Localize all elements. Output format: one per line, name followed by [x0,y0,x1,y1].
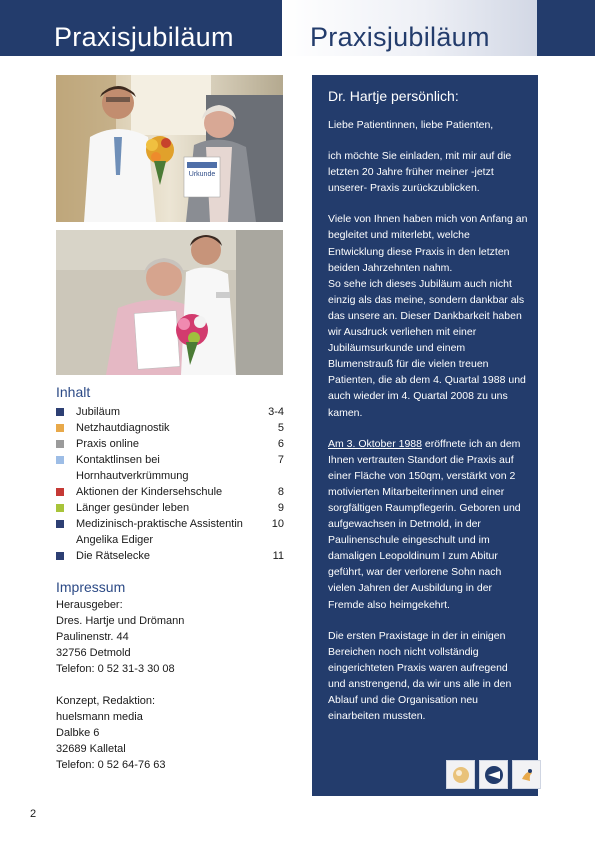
letter-paragraph-4 [328,436,528,613]
impressum-line [56,677,184,693]
toc-item [56,516,284,548]
letter-paragraph-3: So sehe ich dieses Jubiläum auch nicht einzig als das meine, sondern dankbar als das unsere an. Dieser Dankbarkeit haben wir Ausdruck verliehen mit einer Jubiläumsurkunde und einem Blumenstrauß für die vielen treuen Patienten, die ab dem 4. Quartal 1988 und auch wieder im 4. Quartal 2008 zu uns kamen. [328,277,526,419]
toc-color-square [56,488,64,496]
toc-color-square [56,440,64,448]
toc-item-page: 9 [277,502,284,514]
toc-item [56,484,284,500]
impressum-line: Paulinenstr. 44 [56,631,129,643]
eye-logo-icon [479,760,508,789]
photo-certificate-handover [56,75,283,222]
header-right-band [537,0,595,56]
impressum-line: huelsmann media [56,711,143,723]
header-left [0,0,282,56]
toc-item-label: Aktionen der Kindersehschule [76,486,223,498]
letter-paragraph-2: Viele von Ihnen haben mich von Anfang an begleitet und miterlebt, welche Entwicklung diese Praxis in den letzten beiden Jahrzehnten nahm. [328,213,528,274]
hand-logo-icon [512,760,541,789]
toc-item [56,404,284,420]
toc-color-square [56,504,64,512]
toc-item-label: Kontaktlinsen bei Hornhautverkrümmung [76,454,189,482]
logo-row [446,760,541,789]
letter-paragraph-1: ich möchte Sie einladen, mit mir auf die letzten 20 Jahre früher meiner -jetzt unserer- Praxis zurückzublicken. [328,150,512,195]
toc-color-square [56,520,64,528]
toc-item [56,500,284,516]
toc-heading: Inhalt [56,384,91,400]
impressum [56,597,184,773]
toc-item-page: 11 [272,550,284,562]
table-of-contents [56,404,284,564]
header-right [282,0,595,56]
impressum-line: Telefon: 0 52 64-76 63 [56,759,166,771]
globe-logo-icon [446,760,475,789]
toc-item [56,452,284,484]
letter-title: Dr. Hartje persönlich: [328,88,459,104]
letter-box [312,75,538,796]
impressum-line: Konzept, Redaktion: [56,695,156,707]
impressum-heading: Impressum [56,579,126,595]
certificate-text: Urkunde [188,171,216,178]
toc-color-square [56,408,64,416]
header-right-title: Praxisjubiläum [310,22,490,52]
impressum-line: Telefon: 0 52 31-3 30 08 [56,663,175,675]
impressum-line: Dres. Hartje und Drömann [56,615,185,627]
photo-patient-with-flowers [56,230,283,375]
toc-color-square [56,456,64,464]
header-left-title: Praxisjubiläum [54,22,234,52]
impressum-line: Herausgeber: [56,599,123,611]
letter-greeting: Liebe Patientinnen, liebe Patienten, [328,119,494,131]
toc-item-page: 7 [277,454,284,466]
toc-item-label: Die Rätselecke [76,550,150,562]
toc-item-page: 3-4 [268,406,284,418]
toc-item-page: 6 [277,438,284,450]
toc-item [56,548,284,564]
page-number: 2 [30,808,37,820]
toc-item-page: 5 [277,422,284,434]
letter-text [328,117,528,739]
toc-item-label: Netzhautdiagnostik [76,422,170,434]
impressum-line: Dalbke 6 [56,727,100,739]
toc-color-square [56,552,64,560]
impressum-line: 32689 Kalletal [56,743,126,755]
letter-paragraph-4-rest: eröffnete ich an dem Ihnen vertrauten Standort die Praxis auf einer Fläche von 150qm, verstärkt von 2 motivierten Mitarbeiterinnen und einer sorgfältigen Raumpflegerin. Geboren und aufgewachsen in Detmold, in der Paulinenschule eingeschult und im damaligen Leopoldinum I zum Abitur geführt, war der verlorene Sohn nach vielen Jahren der Ausbildung in der Fremde also heimgekehrt. [328,437,521,611]
toc-item-label: Medizinisch-praktische Assistentin Angelika Ediger [76,518,243,546]
toc-color-square [56,424,64,432]
impressum-line: 32756 Detmold [56,647,131,659]
toc-item [56,420,284,436]
toc-item-label: Länger gesünder leben [76,502,190,514]
toc-item [56,436,284,452]
letter-date-underlined: Am 3. Oktober 1988 [328,437,422,450]
letter-paragraph-5: Die ersten Praxistage in der in einigen Bereichen noch nicht vollständig eingerichteten Praxis waren aufregend und anstrengend, da wir uns alle in den Ablauf und die Organisation neu einarbeiten mussten. [328,629,512,723]
toc-item-page: 10 [271,518,284,530]
toc-item-label: Praxis online [76,438,139,450]
toc-item-page: 8 [277,486,284,498]
toc-item-label: Jubiläum [76,406,121,418]
